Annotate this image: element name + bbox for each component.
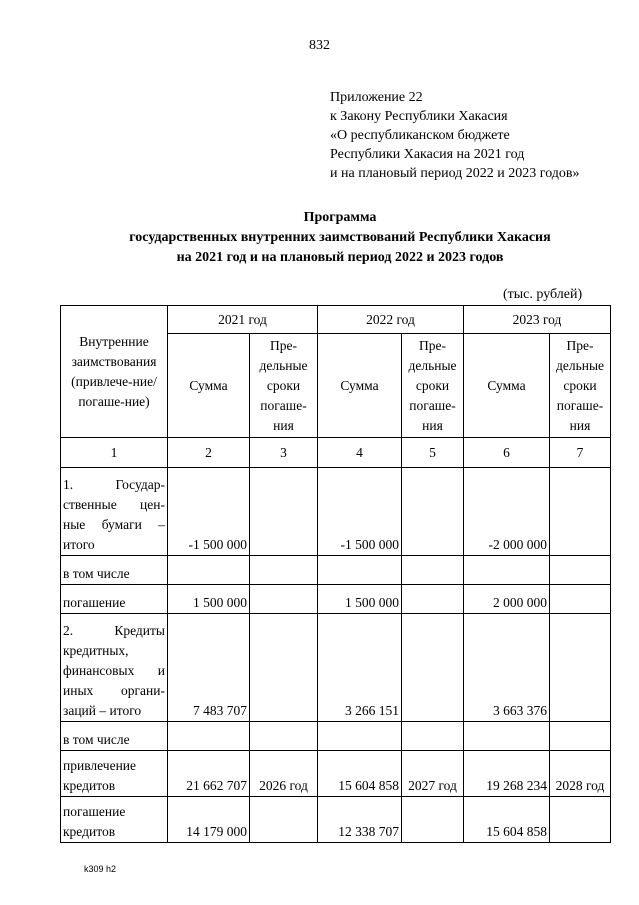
- col-number: 6: [464, 438, 550, 468]
- sum-2021: -1 500 000: [168, 468, 250, 556]
- appendix-line: Республики Хакасия на 2021 год: [330, 147, 525, 162]
- header-year-2023: 2023 год: [464, 306, 611, 334]
- term-2021: [250, 556, 318, 585]
- title-line: Программа: [303, 210, 377, 225]
- sum-2022: 12 338 707: [318, 797, 402, 843]
- table-row: [61, 751, 611, 797]
- sum-2022: -1 500 000: [318, 468, 402, 556]
- term-2022: [402, 468, 464, 556]
- term-2023: [550, 585, 611, 614]
- term-2021: [250, 614, 318, 722]
- col-number: 1: [61, 438, 168, 468]
- appendix-line: «О республиканском бюджете: [330, 128, 510, 143]
- header-borrowings: Внутренние заимствования (привлече-ние/погаше-ние): [61, 306, 168, 438]
- col-number: 2: [168, 438, 250, 468]
- header-term: Пре-дельные сроки погаше-ния: [402, 334, 464, 438]
- term-2021: [250, 797, 318, 843]
- row-label: 2. Кредиты кредитных, финансовых и иных органи-заций – итого: [61, 614, 168, 722]
- header-row-years: [61, 306, 611, 334]
- term-2023: 2028 год: [550, 751, 611, 797]
- header-sum: Сумма: [464, 334, 550, 438]
- table-row: [61, 585, 611, 614]
- sum-2022: 1 500 000: [318, 585, 402, 614]
- row-label: погашение кредитов: [61, 797, 168, 843]
- term-2023: [550, 614, 611, 722]
- header-year-2021: 2021 год: [168, 306, 318, 334]
- row-label: погашение: [61, 585, 168, 614]
- appendix-line: и на плановый период 2022 и 2023 годов»: [330, 166, 580, 181]
- appendix-line: к Закону Республики Хакасия: [330, 109, 508, 124]
- page-number: 832: [309, 38, 330, 53]
- sum-2023: [464, 556, 550, 585]
- sum-2022: [318, 556, 402, 585]
- header-year-2022: 2022 год: [318, 306, 464, 334]
- col-number: 7: [550, 438, 611, 468]
- row-label: в том числе: [61, 556, 168, 585]
- sum-2023: 2 000 000: [464, 585, 550, 614]
- appendix-line: Приложение 22: [330, 90, 423, 105]
- sum-2023: [464, 722, 550, 751]
- sum-2021: 1 500 000: [168, 585, 250, 614]
- term-2022: [402, 722, 464, 751]
- term-2022: [402, 585, 464, 614]
- term-2023: [550, 797, 611, 843]
- units-label: (тыс. рублей): [503, 287, 583, 302]
- appendix-note: [330, 88, 580, 183]
- term-2021: [250, 585, 318, 614]
- col-number: 5: [402, 438, 464, 468]
- sum-2022: [318, 722, 402, 751]
- sum-2022: 15 604 858: [318, 751, 402, 797]
- term-2021: [250, 468, 318, 556]
- sum-2021: 21 662 707: [168, 751, 250, 797]
- sum-2021: 7 483 707: [168, 614, 250, 722]
- table-row: [61, 722, 611, 751]
- column-number-row: [61, 438, 611, 468]
- sum-2023: 15 604 858: [464, 797, 550, 843]
- col-number: 3: [250, 438, 318, 468]
- sum-2021: [168, 722, 250, 751]
- sum-2022: 3 266 151: [318, 614, 402, 722]
- footer-code: k309 h2: [84, 864, 117, 874]
- term-2022: [402, 614, 464, 722]
- borrowing-table: [60, 305, 611, 843]
- term-2022: [402, 797, 464, 843]
- sum-2023: -2 000 000: [464, 468, 550, 556]
- title-line: государственных внутренних заимствований Республики Хакасия: [129, 230, 551, 245]
- row-label: 1. Государ-ственные цен-ные бумаги – итого: [61, 468, 168, 556]
- term-2023: [550, 722, 611, 751]
- table-row: [61, 468, 611, 556]
- header-term: Пре-дельные сроки погаше-ния: [250, 334, 318, 438]
- header-sum: Сумма: [168, 334, 250, 438]
- header-term: Пре-дельные сроки погаше-ния: [550, 334, 611, 438]
- sum-2021: 14 179 000: [168, 797, 250, 843]
- table-row: [61, 614, 611, 722]
- table-row: [61, 797, 611, 843]
- term-2022: 2027 год: [402, 751, 464, 797]
- term-2021: 2026 год: [250, 751, 318, 797]
- header-sum: Сумма: [318, 334, 402, 438]
- title-line: на 2021 год и на плановый период 2022 и 2023 годов: [176, 250, 504, 265]
- term-2021: [250, 722, 318, 751]
- term-2022: [402, 556, 464, 585]
- sum-2023: 3 663 376: [464, 614, 550, 722]
- sum-2021: [168, 556, 250, 585]
- table-row: [61, 556, 611, 585]
- row-label: в том числе: [61, 722, 168, 751]
- sum-2023: 19 268 234: [464, 751, 550, 797]
- col-number: 4: [318, 438, 402, 468]
- term-2023: [550, 468, 611, 556]
- row-label: привлечение кредитов: [61, 751, 168, 797]
- document-title: [0, 208, 639, 268]
- term-2023: [550, 556, 611, 585]
